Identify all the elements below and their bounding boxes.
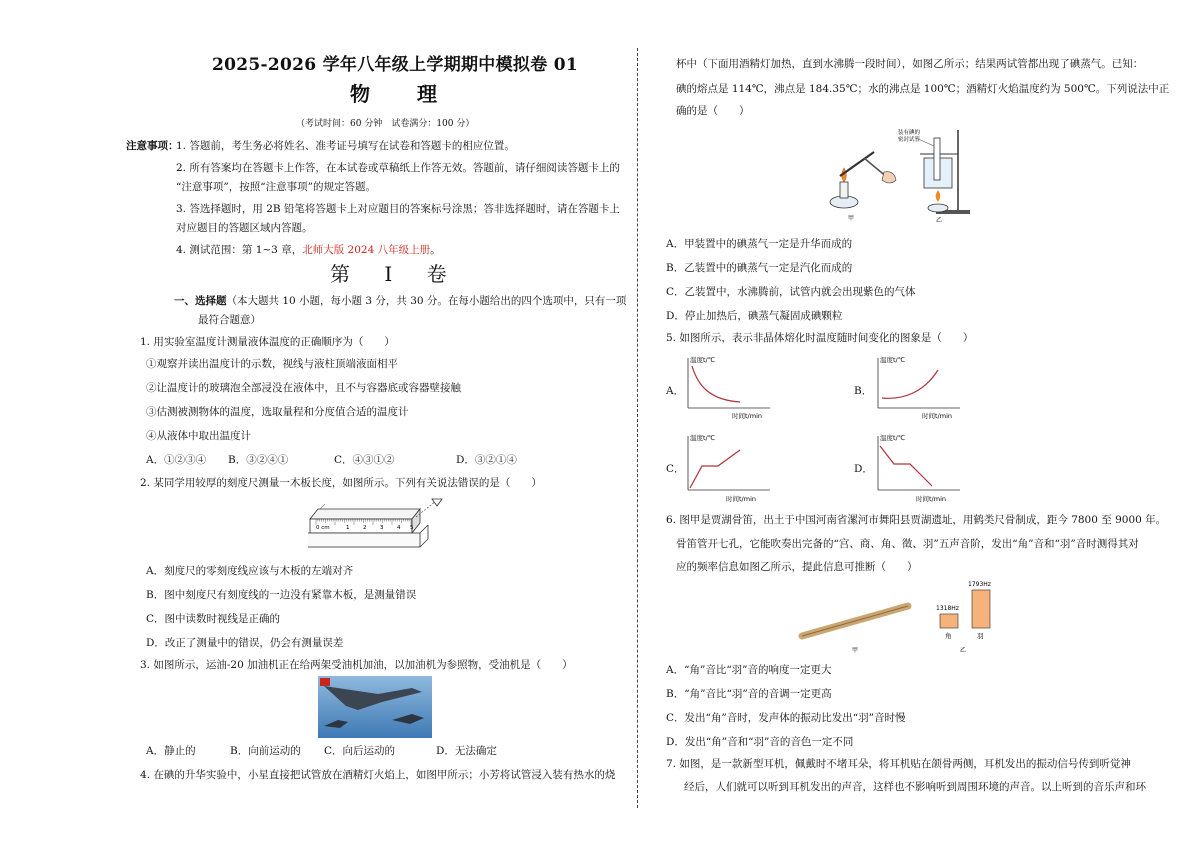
sealed-tube [934,138,940,180]
section-desc-a [174,294,626,308]
refueling-photo [318,676,432,738]
q7-stem-b: 经后，人们就可以听到耳机发出的声音，这样也不影响听到周围环境的声音。以上听到的音乐声和环 [684,781,1146,793]
q2-option-c: C．图中读数时视线是正确的 [146,613,281,625]
q5-stem: 5. 如图所示，表示非晶体熔化时温度随时间变化的图象是（ ） [666,332,974,344]
note-3a: 3. 答选择题时，用 2B 铅笔将答题卡上对应题目的答案标号涂黑；答非选择题时，请在答题卡上 [176,203,620,215]
q1-step-1: ①观察并读出温度计的示数，视线与液柱顶端液面相平 [146,358,398,370]
fig-jia-label-q6: 甲 [852,647,859,654]
bar-jue [940,614,958,628]
fig-yi-label-q6: 乙 [960,647,967,654]
label-yu: 羽 [977,632,984,640]
section-desc-text: （本大题共 10 小题，每小题 3 分，共 30 分。在每小题给出的四个选项中，只有一项 [226,295,627,307]
q1-step-3: ③估测被测物体的温度，选取量程和分度值合适的温度计 [146,406,409,418]
ruler-figure [308,497,448,555]
emblem-icon [320,678,330,686]
q3-option-a: A．静止的 [146,745,196,757]
note-2b: “注意事项”，按照“注意事项”的规定答题。 [176,181,376,193]
q6-option-a: A．“角”音比“羽”音的响度一定更大 [666,664,832,676]
q6-option-c: C．发出“角”音时，发声体的振动比发出“羽”音时慢 [666,712,906,724]
curve-c [690,450,740,488]
q5-option-a: A． [666,385,685,397]
graph-b-ylabel: 温度t/℃ [880,356,906,364]
graph-a [684,352,776,422]
left-column [118,0,633,849]
tube-label-2: 密封试管 [898,137,921,143]
note-4-scope: 北师大版 2024 八年级上册 [302,244,431,256]
curve-a [692,366,740,402]
right-column [656,0,1176,849]
q1-option-d: D．③②①④ [456,454,517,466]
graph-a-ylabel: 温度t/℃ [690,356,716,364]
tube-label-1: 装有碘的 [898,130,921,136]
eye-marker [432,499,442,506]
q2-option-d: D．改正了测量中的错误，仍会有测量误差 [146,637,344,649]
apparatus-yi [920,130,970,214]
label-jue: 角 [945,632,952,640]
ruler-tick-3: 3 [380,525,384,531]
q4-option-b: B．乙装置中的碘蒸气一定是汽化而成的 [666,262,853,274]
graph-b [874,352,966,422]
wood-board [308,533,420,547]
fig-yi-label: 乙 [936,217,943,224]
graph-c-ylabel: 温度t/℃ [690,434,716,442]
q5-option-d: D． [854,463,873,475]
flame-icon-2 [936,190,941,202]
ruler-tick-4: 4 [397,525,401,531]
q4-option-c: C．乙装置中，水沸腾前，试管内就会出现紫色的气体 [666,286,916,298]
flute-shade [802,606,908,636]
sky-background [318,676,432,738]
q6-stem-b: 骨笛管开七孔，它能吹奏出完备的“宫、商、角、徵、羽”五声音阶，发出“角”音和“羽”音时测得其对 [676,538,1139,550]
ruler-tick-2: 2 [363,525,367,531]
q6-stem-a: 6. 图甲是贾湖骨笛，出土于中国河南省漯河市舞阳县贾湖遗址，用鹤类尺骨制成，距今 7800 至 9000 年。 [666,514,1167,526]
q4-option-a: A．甲装置中的碘蒸气一定是升华而成的 [666,238,853,250]
note-4-prefix: 4. 测试范围：第 1~3 章， [176,244,303,256]
curve-d [880,446,932,486]
notes-label: 注意事项： [126,140,179,152]
graph-c-xlabel: 时间t/min [726,495,756,503]
q1-step-4: ④从液体中取出温度计 [146,430,251,442]
note-4-suffix: 。 [430,244,441,256]
q7-stem-a: 7. 如图，是一款新型耳机，佩戴时不堵耳朵，将耳机贴在颌骨两侧，耳机发出的振动信号传到听觉神 [666,758,1131,770]
q6-option-d: D．发出“角”音和“羽”音的音色一定不同 [666,736,854,748]
graph-d [874,430,966,504]
apparatus-jia [830,152,896,208]
q5-option-c: C． [666,463,685,475]
fig-jia-label: 甲 [848,215,855,222]
q3-option-d: D．无法确定 [436,745,497,757]
graph-d-xlabel: 时间t/min [916,495,946,503]
note-3b: 对应题目的答题区域内答题。 [176,222,313,234]
section-desc-b: 最符合题意） [198,314,261,326]
test-tube [840,152,874,176]
q6-stem-c: 应的频率信息如图乙所示，提此信息可推断（ ） [676,561,918,573]
q3-stem: 3. 如图所示，运油-20 加油机正在给两架受油机加油，以加油机为参照物，受油机是（ ） [140,659,573,671]
note-1: 1. 答题前，考生务必将姓名、准考证号填写在试卷和答题卡的相应位置。 [176,140,515,152]
exam-info: （考试时间：60 分钟 试卷满分：100 分） [296,119,475,129]
hand-icon [882,172,896,183]
q3-option-c: C．向后运动的 [324,745,396,757]
ruler-tick-5: 5 [410,525,414,531]
q4-stem-b: 杯中（下面用酒精灯加热，直到水沸腾一段时间），如图乙所示；结果两试管都出现了碘蒸气。已知： [676,58,1144,70]
q1-step-2: ②让温度计的玻璃泡全部浸没在液体中，且不与容器底或容器壁接触 [146,382,461,394]
q4-stem-a: 4. 在碘的升华实验中，小星直接把试管放在酒精灯火焰上，如图甲所示；小芳将试管浸入装有热水的烧 [140,769,616,781]
freq-yu: 1793Hz [968,581,991,588]
ruler-tick-1: 1 [346,525,350,531]
graph-d-ylabel: 温度t/℃ [880,434,906,442]
q3-option-b: B．向前运动的 [230,745,301,757]
freq-jue: 1318Hz [936,605,959,612]
section-title: 第 I 卷 [330,262,461,286]
column-divider [637,48,638,808]
curve-b [882,370,938,398]
bone-flute-figure [796,578,996,656]
q1-option-b: B．③②④① [228,454,289,466]
paper-title: 2025-2026 学年八年级上学期期中模拟卷 01 [212,55,578,75]
q5-option-b: B． [854,385,873,397]
q2-option-b: B．图中刻度尺有刻度线的一边没有紧靠木板，是测量错误 [146,589,417,601]
iodine-figure [828,124,978,224]
ruler-top [310,509,420,519]
q1-option-a: A．①②③④ [146,454,207,466]
graph-a-xlabel: 时间t/min [732,412,762,420]
bar-yu [972,590,990,628]
q4-stem-d: 确的是（ ） [676,105,750,117]
ruler-unit-label: 0 cm [316,525,330,531]
graph-b-xlabel: 时间t/min [922,412,952,420]
board-edge-3 [420,539,428,547]
board-edge [420,525,428,533]
note-4 [176,243,441,257]
q1-stem: 1. 用实验室温度计测量液体温度的正确顺序为（ ） [140,336,395,348]
note-2a: 2. 所有答案均在答题卡上作答，在本试卷或草稿纸上作答无效。答题前，请仔细阅读答题卡上的 [176,162,620,174]
q4-stem-c: 碘的熔点是 114℃，沸点是 184.35℃；水的沸点是 100℃；酒精灯火焰温度约为 500℃。下列说法中正 [676,83,1170,95]
subject-title: 物 理 [350,82,457,106]
q6-option-b: B．“角”音比“羽”音的音调一定更高 [666,688,832,700]
q1-option-c: C．④③①② [334,454,395,466]
section-desc-bold: 一、选择题 [174,295,227,307]
graph-c [684,430,776,504]
q4-option-d: D．停止加热后，碘蒸气凝固成碘颗粒 [666,310,843,322]
q2-option-a: A．刻度尺的零刻度线应该与木板的左端对齐 [146,565,354,577]
q2-stem: 2. 某同学用较厚的刻度尺测量一木板长度，如图所示。下列有关说法错误的是（ ） [140,477,542,489]
